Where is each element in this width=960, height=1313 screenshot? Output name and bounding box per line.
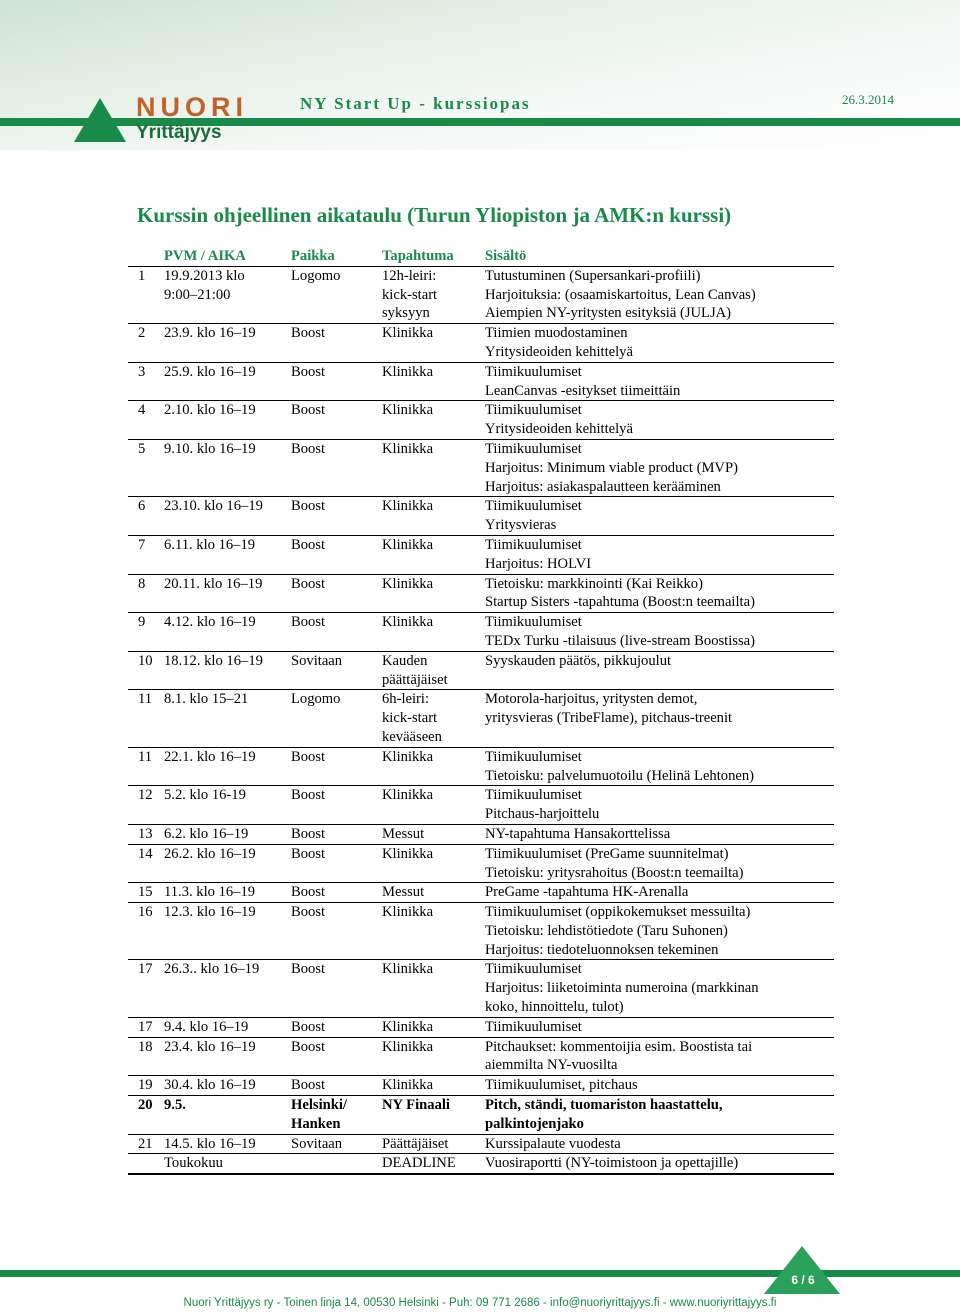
row-date-line: 23.9. klo 16–19 — [164, 325, 256, 342]
table-row — [128, 1096, 834, 1135]
row-date — [148, 652, 291, 690]
row-event — [382, 903, 485, 959]
table-row — [128, 363, 834, 402]
page-heading: Kurssin ohjeellinen aikataulu (Turun Yliopiston ja AMK:n kurssi) — [137, 203, 732, 227]
row-content-line: Tiimikuulumiset — [485, 536, 582, 553]
row-date-line: 5.2. klo 16-19 — [164, 787, 246, 804]
row-content-line: Harjoitus: HOLVI — [485, 555, 592, 572]
row-number: 19 — [138, 1077, 153, 1094]
table-row — [128, 690, 834, 747]
row-place — [291, 575, 382, 613]
row-content-line: PreGame -tapahtuma HK-Arenalla — [485, 884, 689, 901]
table-row — [128, 497, 834, 536]
row-date — [148, 497, 291, 535]
row-content — [485, 575, 794, 613]
row-content-line: LeanCanvas -esitykset tiimeittäin — [485, 382, 681, 399]
row-place-line: Boost — [291, 1077, 326, 1094]
row-place-line: Logomo — [291, 267, 341, 284]
row-date-line: 12.3. klo 16–19 — [164, 904, 256, 921]
row-content-line: Pitchaus-harjoittelu — [485, 806, 600, 823]
row-place — [291, 1018, 382, 1037]
row-date-line: Toukokuu — [164, 1155, 223, 1172]
row-number: 12 — [138, 787, 153, 804]
header-cell-date: PVM / AIKA — [164, 248, 246, 264]
row-place-line: Boost — [291, 904, 326, 921]
row-event-line: Klinikka — [382, 787, 434, 804]
table-row — [128, 1135, 834, 1155]
row-content-line: Tiimikuulumiset (PreGame suunnitelmat) — [485, 845, 729, 862]
row-date-line: 23.4. klo 16–19 — [164, 1038, 256, 1055]
row-place — [291, 1038, 382, 1076]
row-number — [128, 1154, 148, 1173]
row-event-line: kick-start — [382, 286, 438, 303]
row-event — [382, 363, 485, 401]
row-number: 9 — [138, 614, 146, 631]
row-date — [148, 1154, 291, 1173]
row-event-line: Klinikka — [382, 845, 434, 862]
row-date-line: 6.11. klo 16–19 — [164, 536, 256, 553]
table-row — [128, 267, 834, 324]
row-content-line: Tiimikuulumiset — [485, 498, 582, 515]
table-row — [128, 440, 834, 497]
row-place-line: Logomo — [291, 691, 341, 708]
table-row — [128, 324, 834, 363]
row-content-line: Aiempien NY-yritysten esityksiä (JULJA) — [485, 305, 732, 322]
table-row — [128, 748, 834, 787]
row-event — [382, 825, 485, 844]
row-event-line: 6h-leiri: — [382, 691, 430, 708]
row-place-line: Boost — [291, 402, 326, 419]
row-content-line: Pitchaukset: kommentoijia esim. Boostista tai — [485, 1038, 753, 1055]
row-event-line: Klinikka — [382, 575, 434, 592]
row-number: 18 — [138, 1038, 153, 1055]
row-content-line: Harjoitus: asiakaspalautteen kerääminen — [485, 478, 721, 495]
row-number: 8 — [138, 575, 146, 592]
row-event-line: Päättäjäiset — [382, 1135, 449, 1152]
row-place — [291, 536, 382, 574]
row-event — [382, 1038, 485, 1076]
row-content — [485, 1154, 794, 1173]
row-content-line: aiemmilta NY-vuosilta — [485, 1057, 618, 1074]
row-event-line: NY Finaali — [382, 1097, 450, 1114]
row-number: 11 — [138, 748, 153, 765]
row-date — [148, 748, 291, 786]
row-date — [148, 363, 291, 401]
row-place — [291, 1135, 382, 1154]
row-content-line: koko, hinnoittelu, tulot) — [485, 999, 624, 1016]
row-content-line: Kurssipalaute vuodesta — [485, 1135, 621, 1152]
row-place-line: Boost — [291, 536, 326, 553]
row-content-line: NY-tapahtuma Hansakorttelissa — [485, 825, 671, 842]
row-content-line: Yritysideoiden kehittelyä — [485, 421, 633, 438]
row-place — [291, 690, 382, 746]
row-place-line: Boost — [291, 440, 326, 457]
row-content-line: Tietoisku: palvelumuotoilu (Helinä Lehtonen) — [485, 767, 755, 784]
row-content — [485, 1018, 794, 1037]
row-content — [485, 690, 794, 746]
row-content-line: Syyskauden päätös, pikkujoulut — [485, 652, 672, 669]
row-event — [382, 267, 485, 323]
row-content — [485, 652, 794, 690]
row-content-line: Tiimikuulumiset — [485, 440, 582, 457]
row-date — [148, 440, 291, 496]
row-date-line: 4.12. klo 16–19 — [164, 614, 256, 631]
table-row — [128, 1154, 834, 1175]
row-date — [148, 1038, 291, 1076]
row-content-line: Tiimikuulumiset — [485, 787, 582, 804]
row-content-line: Tutustuminen (Supersankari-profiili) — [485, 267, 701, 284]
row-event-line: DEADLINE — [382, 1155, 456, 1172]
row-place — [291, 903, 382, 959]
row-place-line: Helsinki/ — [291, 1097, 347, 1114]
row-event-line: Kauden — [382, 652, 428, 669]
row-event-line: syksyyn — [382, 305, 430, 322]
row-date — [148, 1076, 291, 1095]
row-content — [485, 1096, 794, 1134]
row-number: 11 — [138, 691, 153, 708]
row-place — [291, 267, 382, 323]
row-content-line: Tiimikuulumiset — [485, 614, 582, 631]
row-content-line: Tiimikuulumiset — [485, 961, 582, 978]
row-number: 6 — [138, 498, 146, 515]
row-event — [382, 1154, 485, 1173]
row-place-line: Boost — [291, 748, 326, 765]
table-row — [128, 883, 834, 903]
row-date-line: 19.9.2013 klo — [164, 267, 245, 284]
row-content — [485, 748, 794, 786]
row-number: 17 — [138, 1018, 153, 1035]
row-date-line: 9.5. — [164, 1097, 186, 1114]
row-date-line: 20.11. klo 16–19 — [164, 575, 263, 592]
row-place — [291, 1096, 382, 1134]
row-content-line: Startup Sisters -tapahtuma (Boost:n teemailta) — [485, 594, 755, 611]
row-event-line: 12h-leiri: — [382, 267, 437, 284]
row-date — [148, 267, 291, 323]
row-place — [291, 748, 382, 786]
row-number: 1 — [138, 267, 146, 284]
row-content — [485, 363, 794, 401]
row-content-line: Motorola-harjoitus, yritysten demot, — [485, 691, 698, 708]
table-row — [128, 903, 834, 960]
row-place-line: Boost — [291, 325, 326, 342]
row-content-line: Harjoitus: tiedoteluonnoksen tekeminen — [485, 941, 719, 958]
row-content — [485, 267, 794, 323]
row-content — [485, 536, 794, 574]
row-content-line: Tiimikuulumiset, pitchaus — [485, 1077, 638, 1094]
table-row — [128, 1038, 834, 1077]
row-number: 7 — [138, 536, 146, 553]
row-place — [291, 845, 382, 883]
row-date — [148, 575, 291, 613]
footer-contact: Nuori Yrittäjyys ry - Toinen linja 14, 00530 Helsinki - Puh: 09 771 2686 - info@nuoriyrittajyys.fi - www.nuoriyrittajyys.fi — [183, 1297, 777, 1309]
row-event-line: Klinikka — [382, 325, 434, 342]
row-content-line: Harjoitus: Minimum viable product (MVP) — [485, 459, 738, 476]
row-date-line: 2.10. klo 16–19 — [164, 402, 256, 419]
row-place-line: Boost — [291, 961, 326, 978]
row-content — [485, 883, 794, 902]
row-number: 10 — [138, 652, 153, 669]
row-place — [291, 1076, 382, 1095]
row-date-line: 9.4. klo 16–19 — [164, 1018, 249, 1035]
schedule-table — [128, 247, 834, 1175]
row-date-line: 22.1. klo 16–19 — [164, 748, 256, 765]
row-place — [291, 960, 382, 1016]
row-number: 21 — [138, 1135, 153, 1152]
logo-triangle-icon — [74, 98, 126, 142]
row-place-line: Boost — [291, 1038, 326, 1055]
row-content-line: TEDx Turku -tilaisuus (live-stream Boostissa) — [485, 632, 755, 649]
row-event — [382, 690, 485, 746]
row-place-line: Boost — [291, 614, 326, 631]
logo-word-nuori: NUORI — [136, 92, 248, 122]
row-content-line: Tietoisku: yritysrahoitus (Boost:n teemailta) — [485, 864, 744, 881]
row-content — [485, 401, 794, 439]
row-place — [291, 652, 382, 690]
table-row — [128, 536, 834, 575]
row-content-line: Pitch, ständi, tuomariston haastattelu, — [485, 1097, 723, 1114]
row-date-line: 8.1. klo 15–21 — [164, 691, 249, 708]
row-place — [291, 786, 382, 824]
table-row — [128, 786, 834, 825]
row-place-line: Sovitaan — [291, 652, 343, 669]
row-date-line: 26.3.. klo 16–19 — [164, 961, 260, 978]
row-event — [382, 960, 485, 1016]
row-date-line: 18.12. klo 16–19 — [164, 652, 263, 669]
table-row — [128, 652, 834, 691]
row-event-line: Klinikka — [382, 536, 434, 553]
row-date — [148, 883, 291, 902]
row-date-line: 9.10. klo 16–19 — [164, 440, 256, 457]
row-event-line: Messut — [382, 884, 425, 901]
row-content-line: Tiimikuulumiset — [485, 402, 582, 419]
row-number: 3 — [138, 363, 146, 380]
row-content-line: Vuosiraportti (NY-toimistoon ja opettajille) — [485, 1155, 739, 1172]
row-date — [148, 960, 291, 1016]
row-place-line: Sovitaan — [291, 1135, 343, 1152]
row-date — [148, 1135, 291, 1154]
row-place — [291, 497, 382, 535]
row-date-line: 26.2. klo 16–19 — [164, 845, 256, 862]
row-content-line: Tiimikuulumiset — [485, 363, 582, 380]
row-date — [148, 690, 291, 746]
row-event — [382, 845, 485, 883]
row-place-line: Boost — [291, 363, 326, 380]
row-event-line: Klinikka — [382, 614, 434, 631]
row-place — [291, 825, 382, 844]
row-content-line: Tiimien muodostaminen — [485, 325, 628, 342]
row-date — [148, 613, 291, 651]
row-date-line: 9:00–21:00 — [164, 286, 231, 303]
row-number: 15 — [138, 884, 153, 901]
row-event-line: Klinikka — [382, 904, 434, 921]
row-place-line: Boost — [291, 845, 326, 862]
row-content-line: Yritysvieras — [485, 517, 557, 534]
row-place-line: Boost — [291, 1018, 326, 1035]
row-place-line: Boost — [291, 825, 326, 842]
row-date-line: 6.2. klo 16–19 — [164, 825, 249, 842]
row-date — [148, 786, 291, 824]
row-number: 2 — [138, 325, 146, 342]
row-content — [485, 1076, 794, 1095]
row-number: 5 — [138, 440, 146, 457]
row-date — [148, 1018, 291, 1037]
row-date — [148, 845, 291, 883]
row-event-line: Klinikka — [382, 498, 434, 515]
row-place — [291, 1154, 382, 1173]
row-event — [382, 1096, 485, 1134]
row-date — [148, 903, 291, 959]
row-date-line: 11.3. klo 16–19 — [164, 884, 256, 901]
row-date-line: 30.4. klo 16–19 — [164, 1077, 256, 1094]
row-content-line: yritysvieras (TribeFlame), pitchaus-treenit — [485, 710, 733, 727]
header-cell-content: Sisältö — [485, 248, 527, 264]
row-event — [382, 1076, 485, 1095]
row-event — [382, 536, 485, 574]
row-event — [382, 748, 485, 786]
table-row — [128, 825, 834, 845]
table-row — [128, 575, 834, 614]
row-event-line: Klinikka — [382, 363, 434, 380]
row-content-line: Tietoisku: lehdistötiedote (Taru Suhonen) — [485, 922, 728, 939]
table-row — [128, 845, 834, 884]
document-date: 26.3.2014 — [842, 92, 894, 107]
page-number: 6 / 6 — [791, 1273, 815, 1287]
row-place — [291, 883, 382, 902]
row-event-line: kevääseen — [382, 728, 442, 745]
row-content-line: Tiimikuulumiset — [485, 748, 582, 765]
row-event-line: Klinikka — [382, 1038, 434, 1055]
row-number: 13 — [138, 825, 153, 842]
table-row — [128, 960, 834, 1017]
header-cell-place: Paikka — [291, 248, 335, 264]
row-event-line: Klinikka — [382, 402, 434, 419]
table-row — [128, 1076, 834, 1096]
row-content-line: Tietoisku: markkinointi (Kai Reikko) — [485, 575, 703, 592]
row-content — [485, 1038, 794, 1076]
row-event — [382, 1018, 485, 1037]
row-event-line: Klinikka — [382, 1077, 434, 1094]
row-date — [148, 401, 291, 439]
table-row — [128, 613, 834, 652]
row-event — [382, 324, 485, 362]
row-event — [382, 883, 485, 902]
row-event — [382, 401, 485, 439]
row-event-line: Klinikka — [382, 440, 434, 457]
row-content — [485, 786, 794, 824]
row-event-line: päättäjäiset — [382, 671, 448, 688]
logo-word-yrittajyys: Yrittäjyys — [136, 122, 222, 143]
row-event — [382, 497, 485, 535]
row-content-line: Harjoitus: liiketoiminta numeroina (markkinan — [485, 980, 759, 997]
row-number: 16 — [138, 904, 153, 921]
row-date-line: 23.10. klo 16–19 — [164, 498, 263, 515]
row-event-line: kick-start — [382, 710, 438, 727]
row-place — [291, 363, 382, 401]
row-event-line: Klinikka — [382, 1018, 434, 1035]
header-cell-number — [128, 247, 148, 266]
header-cell-event: Tapahtuma — [382, 248, 454, 264]
row-content — [485, 613, 794, 651]
row-number: 14 — [138, 845, 153, 862]
row-event — [382, 786, 485, 824]
row-content — [485, 497, 794, 535]
row-place-line — [291, 1154, 382, 1173]
row-number: 4 — [138, 402, 146, 419]
row-content-line: palkintojenjako — [485, 1115, 584, 1132]
row-number: 17 — [138, 961, 153, 978]
row-date-line: 14.5. klo 16–19 — [164, 1135, 256, 1152]
row-event — [382, 652, 485, 690]
table-row — [128, 401, 834, 440]
nuori-yrittajyys-logo — [74, 92, 254, 146]
row-date — [148, 1096, 291, 1134]
row-place — [291, 401, 382, 439]
row-content-line: Harjoituksia: (osaamiskartoitus, Lean Canvas) — [485, 286, 756, 303]
row-content — [485, 1135, 794, 1154]
row-event-line: Messut — [382, 825, 425, 842]
row-place-line: Hanken — [291, 1115, 341, 1132]
row-content — [485, 825, 794, 844]
row-event — [382, 1135, 485, 1154]
row-event-line: Klinikka — [382, 961, 434, 978]
row-number: 20 — [138, 1097, 153, 1114]
row-event — [382, 440, 485, 496]
row-content-line: Tiimikuulumiset — [485, 1018, 582, 1035]
row-place — [291, 613, 382, 651]
row-content — [485, 440, 794, 496]
row-place — [291, 324, 382, 362]
document-title: NY Start Up - kurssiopas — [300, 94, 531, 113]
row-place — [291, 440, 382, 496]
row-content — [485, 324, 794, 362]
row-date-line: 25.9. klo 16–19 — [164, 363, 256, 380]
row-date — [148, 324, 291, 362]
row-event — [382, 575, 485, 613]
row-place-line: Boost — [291, 884, 326, 901]
table-header-row — [128, 247, 834, 267]
row-place-line: Boost — [291, 787, 326, 804]
row-place-line: Boost — [291, 498, 326, 515]
row-content-line: Yritysideoiden kehittelyä — [485, 343, 633, 360]
row-event-line: Klinikka — [382, 748, 434, 765]
row-content-line: Tiimikuulumiset (oppikokemukset messuilta) — [485, 904, 751, 921]
row-content — [485, 845, 794, 883]
row-content — [485, 960, 794, 1016]
row-date — [148, 825, 291, 844]
row-content — [485, 903, 794, 959]
row-event — [382, 613, 485, 651]
row-date — [148, 536, 291, 574]
row-place-line: Boost — [291, 575, 326, 592]
table-row — [128, 1018, 834, 1038]
